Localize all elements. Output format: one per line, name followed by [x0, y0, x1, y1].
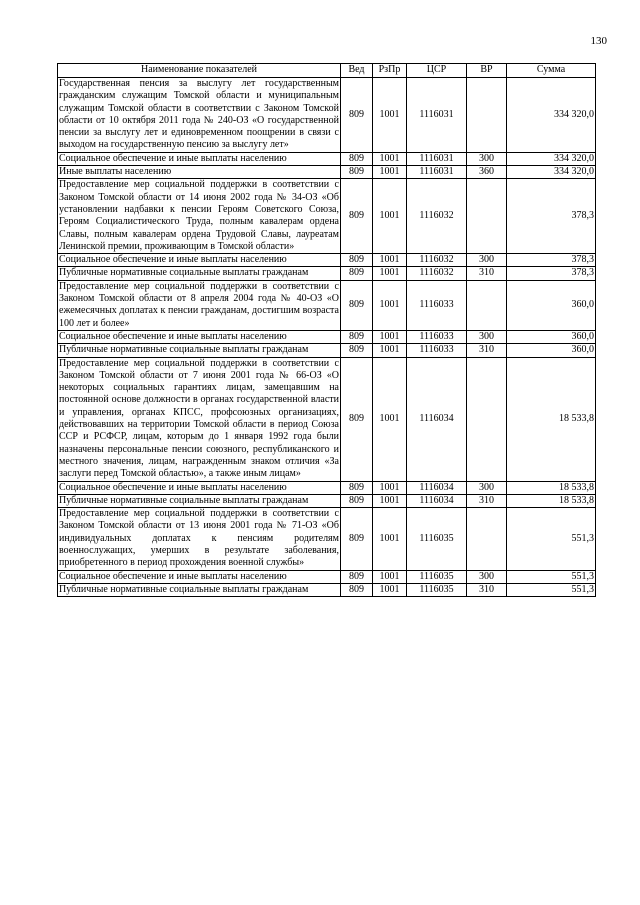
cell-vr: 310 — [467, 267, 507, 280]
cell-vr: 300 — [467, 570, 507, 583]
cell-csr: 1116034 — [407, 481, 467, 494]
table-row — [58, 357, 596, 481]
cell-csr: 1116035 — [407, 583, 467, 596]
table-row — [58, 152, 596, 165]
cell-rzpr: 1001 — [373, 357, 407, 481]
header-sum: Сумма — [507, 64, 596, 78]
cell-name: Предоставление мер социальной поддержки в соответствии с Законом Томской области от 14 июня 2002 года № 34-ОЗ «Об установлении надбавки к пенсии Героям Советского Союза, Героям Социалистического Труда, полным кавалерам ордена Славы, полным кавалерам ордена Трудовой Славы, лауреатам Ленинской премии, проживающим в Томской области» — [59, 179, 339, 252]
cell-ved: 809 — [341, 78, 373, 153]
cell-ved: 809 — [341, 494, 373, 507]
cell-vr — [467, 179, 507, 254]
table-row — [58, 280, 596, 330]
cell-vr — [467, 508, 507, 570]
cell-csr: 1116035 — [407, 508, 467, 570]
cell-vr: 300 — [467, 330, 507, 343]
cell-name: Публичные нормативные социальные выплаты гражданам — [58, 494, 341, 507]
cell-rzpr: 1001 — [373, 570, 407, 583]
cell-vr: 300 — [467, 481, 507, 494]
table-row — [58, 267, 596, 280]
cell-sum: 360,0 — [507, 330, 596, 343]
cell-vr — [467, 280, 507, 330]
cell-csr: 1116032 — [407, 254, 467, 267]
cell-rzpr: 1001 — [373, 481, 407, 494]
cell-ved: 809 — [341, 481, 373, 494]
cell-rzpr: 1001 — [373, 494, 407, 507]
cell-rzpr: 1001 — [373, 583, 407, 596]
cell-name: Публичные нормативные социальные выплаты гражданам — [58, 267, 341, 280]
cell-csr: 1116034 — [407, 494, 467, 507]
header-rzpr: РзПр — [373, 64, 407, 78]
cell-rzpr: 1001 — [373, 267, 407, 280]
cell-ved: 809 — [341, 280, 373, 330]
cell-sum: 18 533,8 — [507, 357, 596, 481]
cell-sum: 551,3 — [507, 583, 596, 596]
cell-sum: 551,3 — [507, 570, 596, 583]
cell-csr: 1116031 — [407, 78, 467, 153]
header-ved: Вед — [341, 64, 373, 78]
cell-csr: 1116031 — [407, 166, 467, 179]
table-row — [58, 78, 596, 153]
cell-name: Публичные нормативные социальные выплаты гражданам — [58, 583, 341, 596]
cell-rzpr: 1001 — [373, 78, 407, 153]
cell-rzpr: 1001 — [373, 280, 407, 330]
cell-vr: 310 — [467, 494, 507, 507]
cell-vr: 310 — [467, 583, 507, 596]
cell-ved: 809 — [341, 330, 373, 343]
cell-sum: 551,3 — [507, 508, 596, 570]
cell-csr: 1116033 — [407, 344, 467, 357]
cell-rzpr: 1001 — [373, 330, 407, 343]
table-row — [58, 583, 596, 596]
cell-vr — [467, 357, 507, 481]
cell-csr: 1116031 — [407, 152, 467, 165]
table-header-row — [58, 64, 596, 78]
cell-vr: 360 — [467, 166, 507, 179]
cell-rzpr: 1001 — [373, 152, 407, 165]
table-row — [58, 344, 596, 357]
cell-csr: 1116032 — [407, 267, 467, 280]
cell-name: Предоставление мер социальной поддержки в соответствии с Законом Томской области от 13 июня 2001 года № 71-ОЗ «Об индивидуальных доплатах к пенсиям родителям военнослужащих, умерших в результате заболевания, приобретенного в период прохождения военной службы» — [59, 508, 339, 569]
cell-sum: 378,3 — [507, 254, 596, 267]
cell-ved: 809 — [341, 179, 373, 254]
table-row — [58, 254, 596, 267]
cell-ved: 809 — [341, 254, 373, 267]
cell-rzpr: 1001 — [373, 508, 407, 570]
cell-rzpr: 1001 — [373, 179, 407, 254]
cell-name: Социальное обеспечение и иные выплаты населению — [58, 481, 341, 494]
cell-ved: 809 — [341, 166, 373, 179]
cell-sum: 18 533,8 — [507, 481, 596, 494]
page-number: 130 — [590, 35, 607, 47]
cell-sum: 334 320,0 — [507, 152, 596, 165]
cell-sum: 334 320,0 — [507, 78, 596, 153]
table-row — [58, 166, 596, 179]
table-row — [58, 179, 596, 254]
cell-ved: 809 — [341, 357, 373, 481]
cell-csr: 1116033 — [407, 280, 467, 330]
cell-csr: 1116033 — [407, 330, 467, 343]
cell-sum: 334 320,0 — [507, 166, 596, 179]
budget-table — [57, 63, 596, 597]
cell-sum: 378,3 — [507, 179, 596, 254]
cell-ved: 809 — [341, 583, 373, 596]
cell-name: Социальное обеспечение и иные выплаты населению — [58, 152, 341, 165]
cell-sum: 378,3 — [507, 267, 596, 280]
cell-name: Социальное обеспечение и иные выплаты населению — [58, 254, 341, 267]
header-csr: ЦСР — [407, 64, 467, 78]
cell-name: Социальное обеспечение и иные выплаты населению — [58, 330, 341, 343]
cell-ved: 809 — [341, 570, 373, 583]
cell-sum: 360,0 — [507, 280, 596, 330]
cell-ved: 809 — [341, 344, 373, 357]
cell-sum: 18 533,8 — [507, 494, 596, 507]
cell-rzpr: 1001 — [373, 254, 407, 267]
cell-csr: 1116034 — [407, 357, 467, 481]
cell-name: Предоставление мер социальной поддержки в соответствии с Законом Томской области от 8 апреля 2004 года № 40-ОЗ «О ежемесячных доплатах к пенсии гражданам, достигшим возраста 100 лет и более» — [59, 280, 339, 329]
cell-vr: 300 — [467, 152, 507, 165]
table-row — [58, 481, 596, 494]
cell-ved: 809 — [341, 267, 373, 280]
cell-ved: 809 — [341, 152, 373, 165]
cell-csr: 1116035 — [407, 570, 467, 583]
table-row — [58, 494, 596, 507]
cell-name: Государственная пенсия за выслугу лет государственным гражданским служащим Томской области и муниципальным служащим Томской области в соответствии с Законом Томской области от 10 октября 2011 года № 240-ОЗ «О государственной пенсии за выслугу лет и единовременном поощрении в связи с выходом на государственную пенсию за выслугу лет» — [59, 78, 339, 151]
cell-ved: 809 — [341, 508, 373, 570]
cell-sum: 360,0 — [507, 344, 596, 357]
cell-name: Иные выплаты населению — [58, 166, 341, 179]
cell-csr: 1116032 — [407, 179, 467, 254]
cell-vr: 310 — [467, 344, 507, 357]
cell-rzpr: 1001 — [373, 166, 407, 179]
cell-name: Предоставление мер социальной поддержки в соответствии с Законом Томской области от 7 июня 2001 года № 66-ОЗ «О некоторых социальных гарантиях лицам, замещавшим на постоянной основе должности в органах государственной власти и управления, органах КПСС, профсоюзных организациях, действовавших на территории Томской области в период Союза ССР и РСФСР, лицам, которым до 1 января 1992 года были назначены персональные пенсии союзного, республиканского и местного значения, лицам, награжденным знаком отличия «За заслуги перед Томской областью», а также иным лицам» — [59, 357, 339, 480]
table-row — [58, 330, 596, 343]
table-row — [58, 508, 596, 570]
header-vr: ВР — [467, 64, 507, 78]
cell-name: Социальное обеспечение и иные выплаты населению — [58, 570, 341, 583]
cell-rzpr: 1001 — [373, 344, 407, 357]
cell-vr: 300 — [467, 254, 507, 267]
header-name: Наименование показателей — [58, 64, 341, 78]
cell-name: Публичные нормативные социальные выплаты гражданам — [58, 344, 341, 357]
table-row — [58, 570, 596, 583]
cell-vr — [467, 78, 507, 153]
